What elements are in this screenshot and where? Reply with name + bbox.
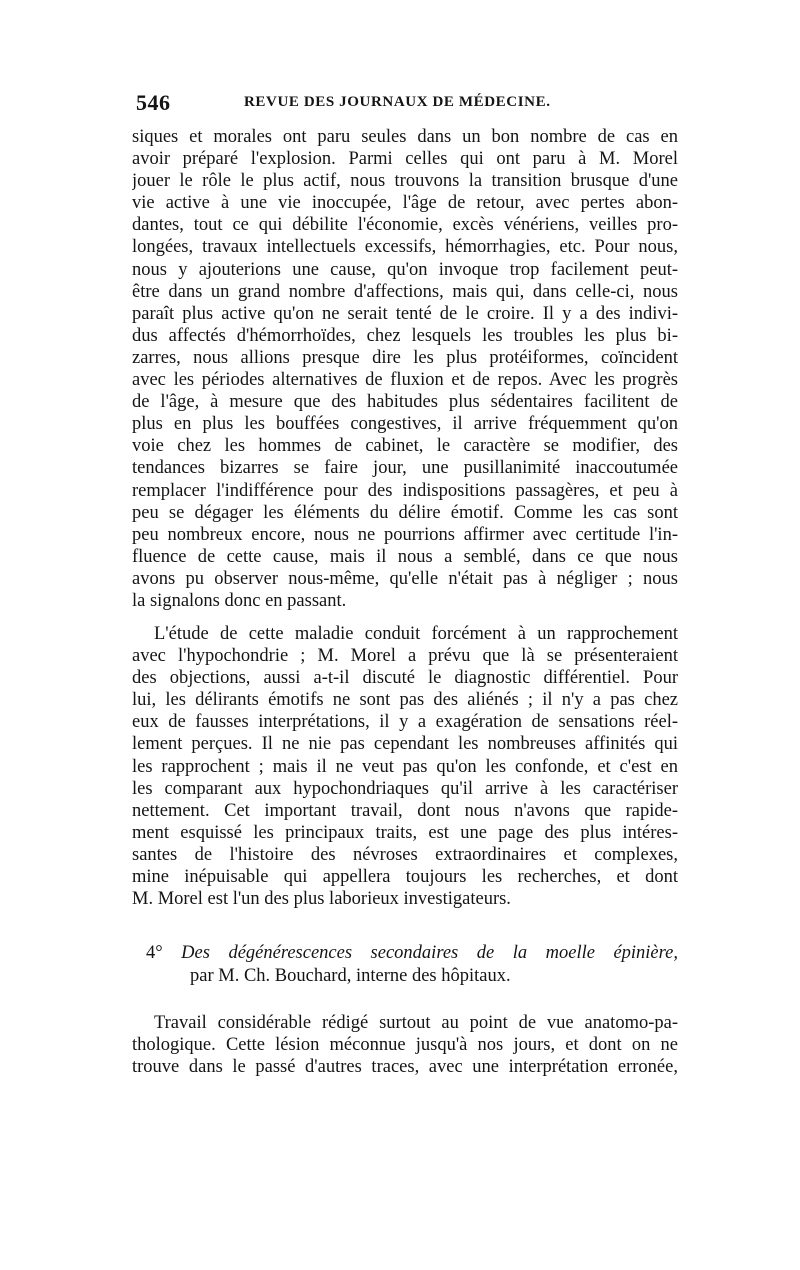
text-line: santes de l'histoire des névroses extraordinaires et complexes,: [132, 844, 678, 865]
text-line: mine inépuisable qui appellera toujours les recherches, et dont: [132, 867, 678, 888]
text-line: être dans un grand nombre d'affections, mais qui, dans celle-ci, nous: [132, 281, 678, 302]
paragraph-continuation: [132, 126, 678, 612]
text-line: zarres, nous allions presque dire les plus protéiformes, coïncident: [132, 347, 678, 368]
text-line: plus en plus les bouffées congestives, il arrive fréquemment qu'on: [132, 414, 678, 435]
text-line: thologique. Cette lésion méconnue jusqu'à nos jours, et dont on ne: [132, 1035, 678, 1056]
text-line: jouer le rôle le plus actif, nous trouvons la transition brusque d'une: [132, 171, 678, 192]
text-line: les comparant aux hypochondriaques qu'il arrive à les caractériser: [132, 778, 678, 799]
text-line: Travail considérable rédigé surtout au point de vue anatomo-pa-: [154, 1013, 678, 1033]
text-line: avec l'hypochondrie ; M. Morel a prévu que là se présenteraient: [132, 646, 678, 667]
text-line: fluence de cette cause, mais il nous a semblé, dans ce que nous: [132, 546, 678, 567]
text-line: des objections, aussi a-t-il discuté le diagnostic différentiel. Pour: [132, 668, 678, 689]
text-line: voie chez les hommes de cabinet, le caractère se modifier, des: [132, 436, 678, 457]
text-line: ment esquissé les principaux traits, est une page des plus intéres-: [132, 822, 678, 843]
text-line: nous y ajouterions une cause, qu'on invoque trop facilement peut-: [132, 259, 678, 280]
text-line: nettement. Cet important travail, dont nous n'avons que rapide-: [132, 800, 678, 821]
text-line: dus affectés d'hémorrhoïdes, chez lesquels les troubles les plus bi-: [132, 325, 678, 346]
page-number: 546: [136, 90, 171, 115]
text-line: lui, les délirants émotifs ne sont pas des aliénés ; il n'y a pas chez: [132, 690, 678, 711]
text-line: M. Morel est l'un des plus laborieux investigateurs.: [132, 889, 511, 910]
text-line: paraît plus active qu'on ne serait tenté de le croire. Il y a des indivi-: [132, 303, 678, 324]
text-line: L'étude de cette maladie conduit forcément à un rapprochement: [154, 624, 678, 644]
text-line: peu se dégager les éléments du délire émotif. Comme les cas sont: [132, 502, 678, 523]
text-line: les rapprochent ; mais il ne veut pas qu'on les confonde, et c'est en: [132, 756, 678, 777]
text-line: tendances bizarres se faire jour, une pusillanimité inaccoutumée: [132, 458, 678, 479]
text-line: avec les périodes alternatives de fluxion et de repos. Avec les progrès: [132, 370, 678, 391]
page-header: [132, 88, 678, 118]
text-line: de l'âge, à mesure que des habitudes plus sédentaires facilitent de: [132, 392, 678, 413]
text-line: dantes, tout ce qui débilite l'économie, excès vénériens, veilles pro-: [132, 215, 678, 236]
section-number: 4°: [146, 943, 163, 963]
section-byline: par M. Ch. Bouchard, interne des hôpitaux.: [190, 966, 511, 986]
text-line: longées, travaux intellectuels excessifs, hémorrhagies, etc. Pour nous,: [132, 237, 678, 258]
section-heading: [132, 942, 678, 988]
text-line: eux de fausses interprétations, il y a exagération de sensations réel-: [132, 712, 678, 733]
running-head: REVUE DES JOURNAUX DE MÉDECINE.: [244, 94, 551, 110]
text-line: peu nombreux encore, nous ne pourrions affirmer avec certitude l'in-: [132, 524, 678, 545]
paragraph-morel-study: [132, 623, 678, 910]
text-line: la signalons donc en passant.: [132, 590, 347, 611]
section-title-line: [132, 942, 678, 965]
text-line: siques et morales ont paru seules dans un bon nombre de cas en: [132, 127, 678, 147]
section-title: Des dégénérescences secondaires de la moelle épinière,: [181, 943, 678, 963]
text-line: avons pu observer nous-même, qu'elle n'était pas à négliger ; nous: [132, 568, 678, 589]
text-line: remplacer l'indifférence pour des indispositions passagères, et peu à: [132, 480, 678, 501]
text-line: lement perçues. Il ne nie pas cependant les nombreuses affinités qui: [132, 734, 678, 755]
text-line: trouve dans le passé d'autres traces, avec une interprétation erronée,: [132, 1057, 678, 1078]
paragraph-bouchard-work: [132, 1012, 678, 1078]
text-line: avoir préparé l'explosion. Parmi celles qui ont paru à M. Morel: [132, 149, 678, 170]
text-line: vie active à une vie inoccupée, l'âge de retour, avec pertes abon-: [132, 193, 678, 214]
